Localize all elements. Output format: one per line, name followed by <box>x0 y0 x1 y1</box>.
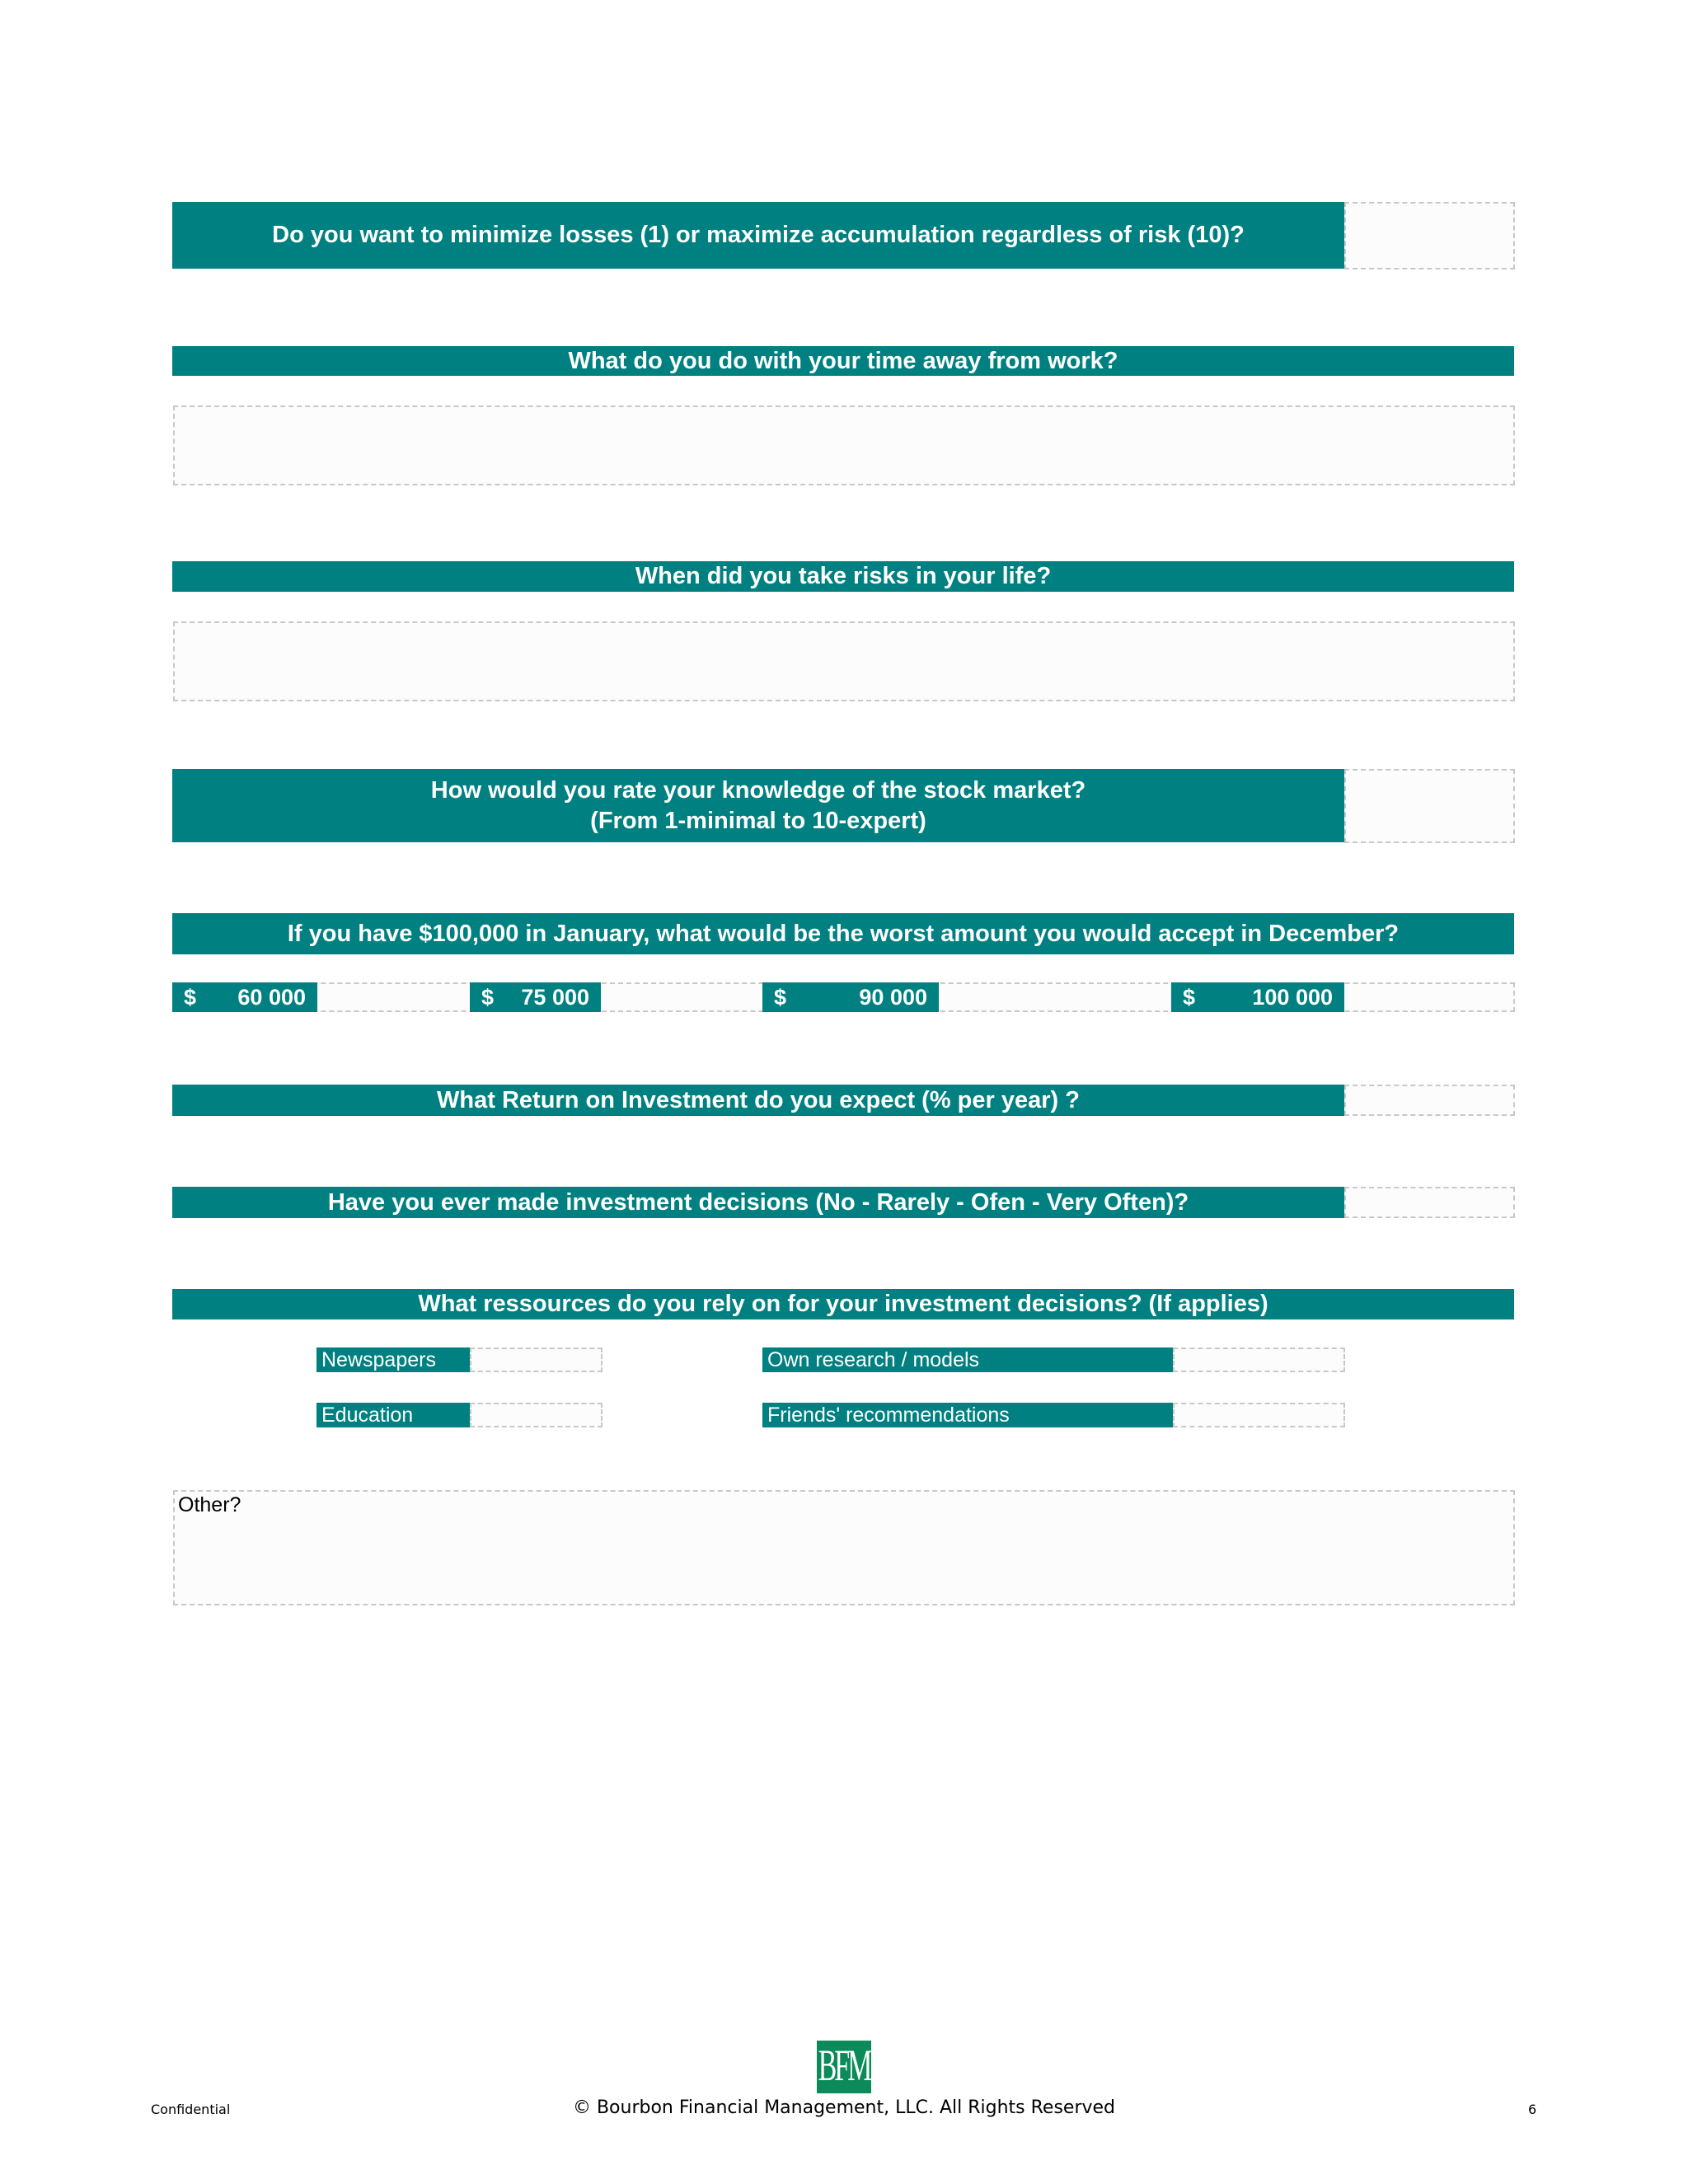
question-minimize-losses <box>172 202 1344 269</box>
amount-value: 60 000 <box>237 984 306 1010</box>
question-made-decisions-text: Have you ever made investment decisions (No - Rarely - Ofen - Very Often)? <box>327 1188 1189 1216</box>
question-knowledge-line2: (From 1-minimal to 10-expert) <box>590 807 926 834</box>
other-answer-field[interactable] <box>173 1490 1515 1605</box>
other-label: Other? <box>178 1493 241 1516</box>
question-time-away-text: What do you do with your time away from work? <box>568 347 1118 374</box>
question-knowledge <box>172 769 1344 842</box>
question-worst-amount <box>172 913 1514 954</box>
amount-currency: $ <box>481 984 495 1010</box>
knowledge-answer-field[interactable] <box>1344 769 1515 843</box>
resource-friends-label <box>762 1403 1173 1427</box>
amount-checkbox-100000[interactable] <box>1344 982 1515 1012</box>
amount-currency: $ <box>774 984 787 1010</box>
resource-own-research-label <box>762 1347 1173 1372</box>
question-resources-text: What ressources do you rely on for your investment decisions? (If applies) <box>418 1291 1268 1317</box>
amount-option-60000[interactable] <box>172 982 317 1012</box>
resource-friends-checkbox[interactable] <box>1173 1403 1345 1427</box>
resource-newspapers-label <box>316 1347 470 1372</box>
amount-value: 75 000 <box>521 984 589 1010</box>
amount-option-90000[interactable] <box>762 982 939 1012</box>
question-time-away <box>172 346 1514 376</box>
question-made-decisions <box>172 1187 1344 1218</box>
amount-currency: $ <box>1183 984 1196 1010</box>
made-decisions-answer-field[interactable] <box>1344 1187 1515 1218</box>
amount-checkbox-75000[interactable] <box>601 982 762 1012</box>
roi-answer-field[interactable] <box>1344 1085 1515 1116</box>
question-worst-amount-text: If you have $100,000 in January, what would be the worst amount you would accept in December? <box>287 920 1400 947</box>
resource-education-text: Education <box>321 1403 414 1427</box>
bfm-logo-text: BFM <box>818 2041 870 2091</box>
resource-newspapers-text: Newspapers <box>321 1347 436 1371</box>
resource-friends-text: Friends' recommendations <box>767 1403 1010 1427</box>
resource-newspapers-checkbox[interactable] <box>470 1347 603 1372</box>
question-take-risks-text: When did you take risks in your life? <box>635 563 1052 589</box>
time-away-answer-field[interactable] <box>173 405 1515 485</box>
question-minimize-losses-text: Do you want to minimize losses (1) or maximize accumulation regardless of risk (10)? <box>272 222 1245 248</box>
amount-checkbox-60000[interactable] <box>317 982 470 1012</box>
amount-value: 90 000 <box>859 984 927 1010</box>
footer-confidential: Confidential <box>151 2102 231 2117</box>
amount-option-75000[interactable] <box>470 982 601 1012</box>
bfm-logo <box>817 2041 871 2093</box>
question-knowledge-line1: How would you rate your knowledge of the stock market? <box>430 776 1086 804</box>
footer-page-number: 6 <box>1528 2102 1537 2117</box>
amount-value: 100 000 <box>1252 984 1333 1010</box>
resource-education-label <box>316 1403 470 1427</box>
resource-own-research-text: Own research / models <box>767 1347 980 1371</box>
amount-currency: $ <box>184 984 197 1010</box>
amount-option-100000[interactable] <box>1171 982 1344 1012</box>
amount-checkbox-90000[interactable] <box>939 982 1171 1012</box>
question-roi <box>172 1085 1344 1116</box>
question-resources <box>172 1289 1514 1319</box>
resource-education-checkbox[interactable] <box>470 1403 603 1427</box>
question-take-risks <box>172 561 1514 592</box>
footer-copyright: © Bourbon Financial Management, LLC. All Rights Reserved <box>572 2097 1116 2118</box>
resource-own-research-checkbox[interactable] <box>1173 1347 1345 1372</box>
question-roi-text: What Return on Investment do you expect (% per year) ? <box>437 1086 1080 1113</box>
take-risks-answer-field[interactable] <box>173 621 1515 701</box>
risk-tolerance-answer-field[interactable] <box>1344 202 1515 269</box>
